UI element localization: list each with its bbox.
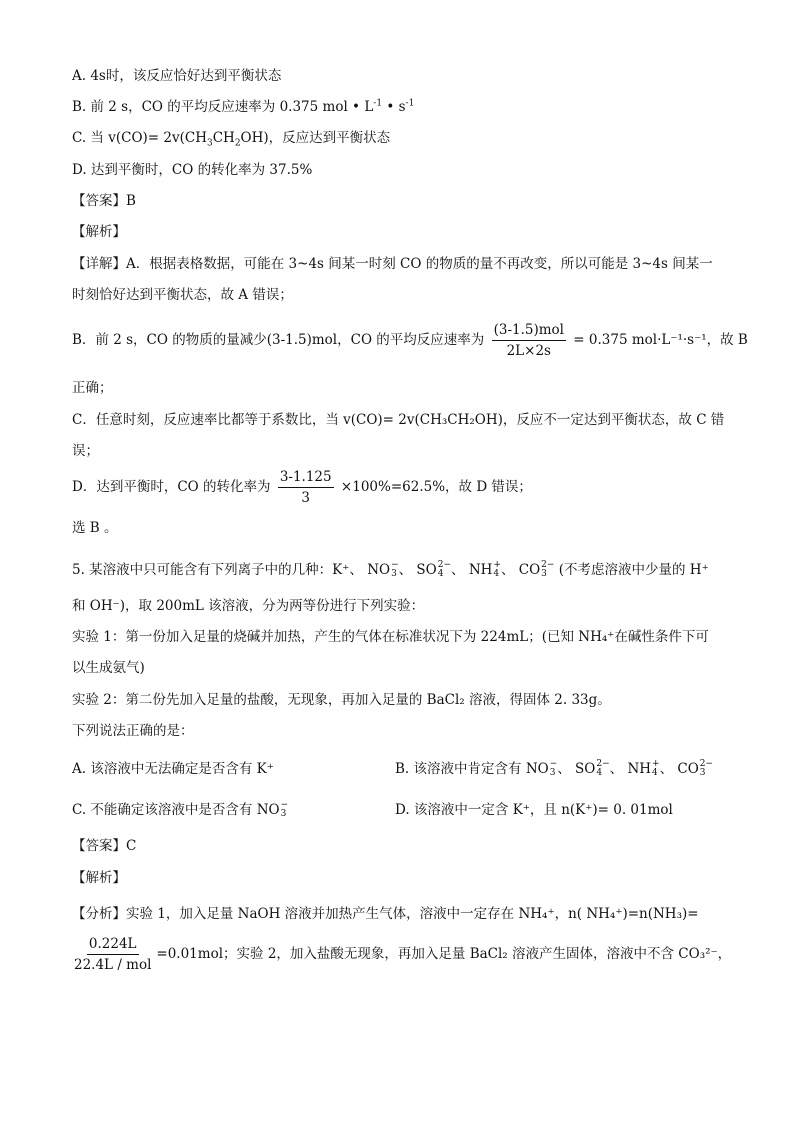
q5-stem-line-2: 和 OH⁻)，取 200mL 该溶液，分为两等份进行下列实验： — [72, 598, 425, 614]
conversion-fraction: $\frac{3-1.125}{3}$ — [279, 469, 332, 506]
q5-option-b: B. 该溶液中肯定含有 NO − 3 、 SO 2− 4 、 NH + 4 、 CO 2− 3 — [395, 759, 714, 778]
q4-detail-b-cont: 正确； — [72, 380, 113, 396]
q4-detail-line-2: 时刻恰好达到平衡状态，故 A 错误； — [72, 287, 293, 303]
q4-option-a: A. 4s时，该反应恰好达到平衡状态 — [72, 68, 282, 84]
ion-so4: SO 2− 4 — [416, 560, 452, 579]
q4-detail-b: B．前 2 s，CO 的物质的量减少(3-1.5)mol，CO 的平均反应速率为 $\frac{\text{(3-1.5)mol}}{2L\times 2s}$ = 0.375 mol·L⁻¹·s⁻¹，故 B — [72, 322, 748, 359]
q5-stem-line-1: 5. 某溶液中只可能含有下列离子中的几种：K⁺、 NO − 3 、 SO 2− 4 、 NH + 4 、 CO 2− 3 (不考虑溶液中少量的 H⁺ — [72, 560, 709, 579]
q4-option-d: D. 达到平衡时，CO 的转化率为 37.5% — [72, 162, 313, 178]
q4-detail-c-line-1: C．任意时刻，反应速率比都等于系数比，当 v(CO)= 2v(CH₃CH₂OH)，反应不一定达到平衡状态，故 C 错 — [72, 412, 725, 428]
q5-question: 下列说法正确的是： — [72, 723, 194, 739]
q5-option-d: D. 该溶液中一定含 K⁺，且 n(K⁺)= 0. 01mol — [395, 802, 673, 818]
rate-fraction: $\frac{\text{(3-1.5)mol}}{2L\times 2s}$ — [493, 322, 564, 359]
ion-co3: CO 2− 3 — [518, 560, 555, 579]
ion-no3: NO − 3 — [367, 560, 399, 579]
q4-detail-d: D．达到平衡时，CO 的转化率为 $\frac{3-1.125}{3}$ ×100%=62.5%，故 D 错误； — [72, 469, 532, 506]
q5-answer: 【答案】C — [72, 838, 137, 854]
q4-detail-c-line-2: 误； — [72, 443, 99, 459]
ion-nh4: NH + 4 — [468, 560, 501, 579]
q4-option-c: C. 当 $v(CO)= 2v(CH_3CH_2OH)$，反应达到平衡状态 — [72, 130, 391, 149]
q5-exp2: 实验 2：第二份先加入足量的盐酸，无现象，再加入足量的 BaCl₂ 溶液，得固体 2. 33g。 — [72, 692, 611, 708]
q4-choose: 选 B 。 — [72, 520, 118, 536]
q5-exp1-line-1: 实验 1：第一份加入足量的烧碱并加热，产生的气体在标准状况下为 224mL；(已知 NH₄⁺在碱性条件下可 — [72, 629, 709, 645]
q5-analysis-line-2: $\frac{0.224L}{\text{22.4L / mol}}$ =0.01mol；实验 2，加入盐酸无现象，再加入足量 BaCl₂ 溶液产生固体，溶液中不含 CO₃²⁻， — [74, 936, 732, 973]
mole-fraction: $\frac{0.224L}{\text{22.4L / mol}}$ — [74, 936, 152, 973]
q4-detail-line-1: 【详解】A．根据表格数据，可能在 3~4s 间某一时刻 CO 的物质的量不再改变，所以可能是 3~4s 间某一 — [72, 256, 713, 272]
q5-analysis-line-1: 【分析】实验 1，加入足量 NaOH 溶液并加热产生气体，溶液中一定存在 NH₄⁺，n( NH₄⁺)=n(NH₃)= — [72, 906, 699, 922]
q4-analysis-label: 【解析】 — [72, 224, 126, 240]
q5-analysis-label: 【解析】 — [72, 870, 126, 886]
q5-exp1-line-2: 以生成氨气) — [72, 660, 145, 676]
q5-option-c: C. 不能确定该溶液中是否含有 NO − 3 — [72, 800, 289, 819]
q5-option-a: A. 该溶液中无法确定是否含有 K⁺ — [72, 761, 274, 777]
q4-answer: 【答案】B — [72, 193, 136, 209]
q4-option-b: B. 前 2 s，CO 的平均反应速率为 0.375 mol • $L^{-1}$ • $s^{-1}$ — [72, 98, 415, 115]
